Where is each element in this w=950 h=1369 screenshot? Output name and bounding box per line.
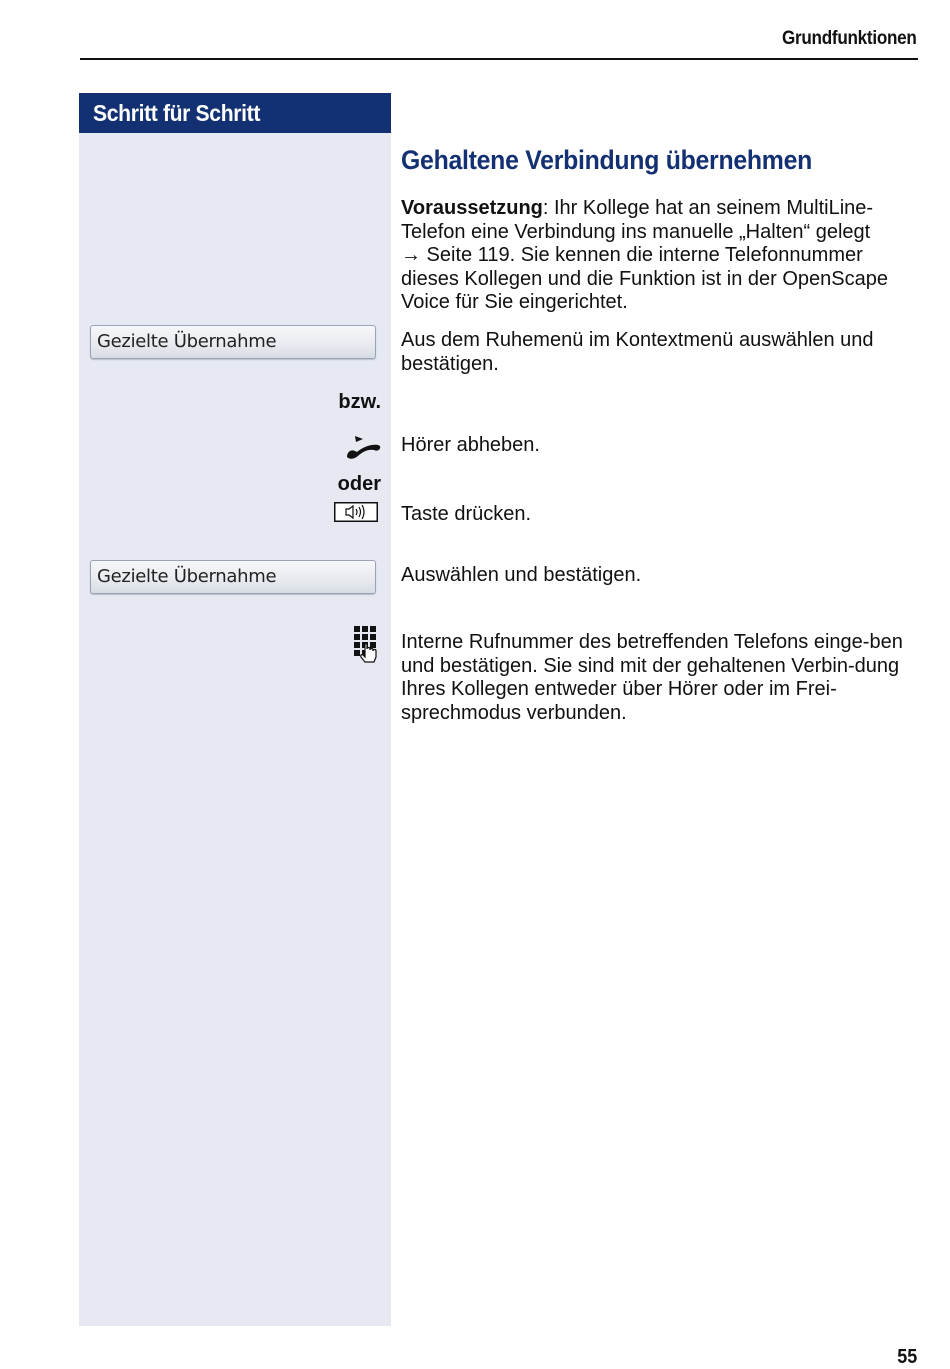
step4-text: Auswählen und bestätigen. [401,564,642,586]
speaker-key-icon[interactable] [334,502,378,522]
step1-text: Aus dem Ruhemenü im Kontextmenü auswählen und bestätigen. [401,329,874,375]
running-header: Grundfunktionen [782,28,917,49]
softkey-gezielte-uebernahme[interactable]: Gezielte Übernahme [90,325,376,359]
sidebar-heading: Schritt für Schritt [93,100,261,126]
handset-lift-icon [343,433,383,461]
header-rule [80,58,918,60]
step2-text: Hörer abheben. [401,434,540,456]
section-title: Gehaltene Verbindung übernehmen [401,145,813,175]
page-number: 55 [896,1346,917,1368]
oder-label: oder [337,473,381,495]
step3-text: Taste drücken. [401,503,532,525]
step5-text: Interne Rufnummer des betreffenden Telefons einge-ben und bestätigen. Sie sind mit der gehaltenen Verbin-dung Ihres Kollegen entweder über Hörer oder im Frei-sprechmodus verbunden. [401,631,903,724]
bzw-label: bzw. [338,391,381,413]
prerequisite-paragraph [401,197,921,315]
prerequisite-text-2: Seite 119. Sie kennen die interne Telefonnummer dieses Kollegen und die Funktion ist in der OpenScape Voice für Sie eingerichtet. [401,244,888,314]
softkey-gezielte-uebernahme-2[interactable]: Gezielte Übernahme [90,560,376,594]
prerequisite-text: : Ihr Kollege hat an seinem MultiLine-Telefon eine Verbindung ins manuelle „Halten“ gelegt [401,197,874,243]
sidebar-heading-bar [79,93,391,133]
page-reference-arrow: → [401,244,421,267]
prerequisite-label: Voraussetzung [401,197,543,219]
sidebar [79,93,391,1326]
keypad-icon [352,624,382,664]
